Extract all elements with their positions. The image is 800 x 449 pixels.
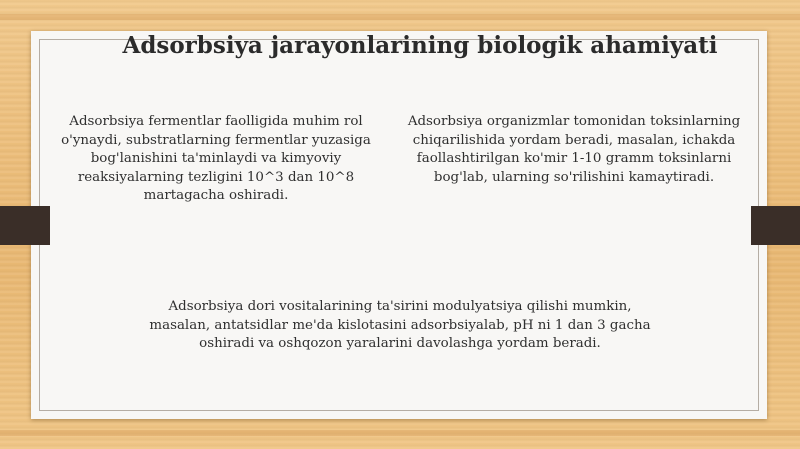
wood-grain [0, 14, 800, 20]
text-block-enzymes: Adsorbsiya fermentlar faolligida muhim rol o'ynaydi, substratlarning fermentlar yuzasiga bog'lanishini ta'minlaydi va kimyoviy reaksiyalarning tezligini 10^3 dan 10^8 martagacha oshiradi. [61, 114, 371, 203]
slide-inner-border [39, 39, 759, 411]
right-accent-bar [751, 206, 800, 245]
wood-grain [0, 430, 800, 436]
slide-card [31, 31, 767, 419]
text-block-drugs: Adsorbsiya dori vositalarining ta'sirini modulyatsiya qilishi mumkin, masalan, antatsidlar me'da kislotasini adsorbsiyalab, pH ni 1 dan 3 gacha oshiradi va oshqozon yaralarini davolashga yordam beradi. [149, 299, 651, 351]
text-block-toxins: Adsorbsiya organizmlar tomonidan toksinlarning chiqarilishida yordam beradi, masalan, ichakda faollashtirilgan ko'mir 1-10 gramm toksinlarni bog'lab, ularning so'rilishini kamaytiradi. [407, 114, 741, 185]
left-accent-bar [0, 206, 50, 245]
slide-title: Adsorbsiya jarayonlarining biologik ahamiyati [122, 32, 718, 59]
